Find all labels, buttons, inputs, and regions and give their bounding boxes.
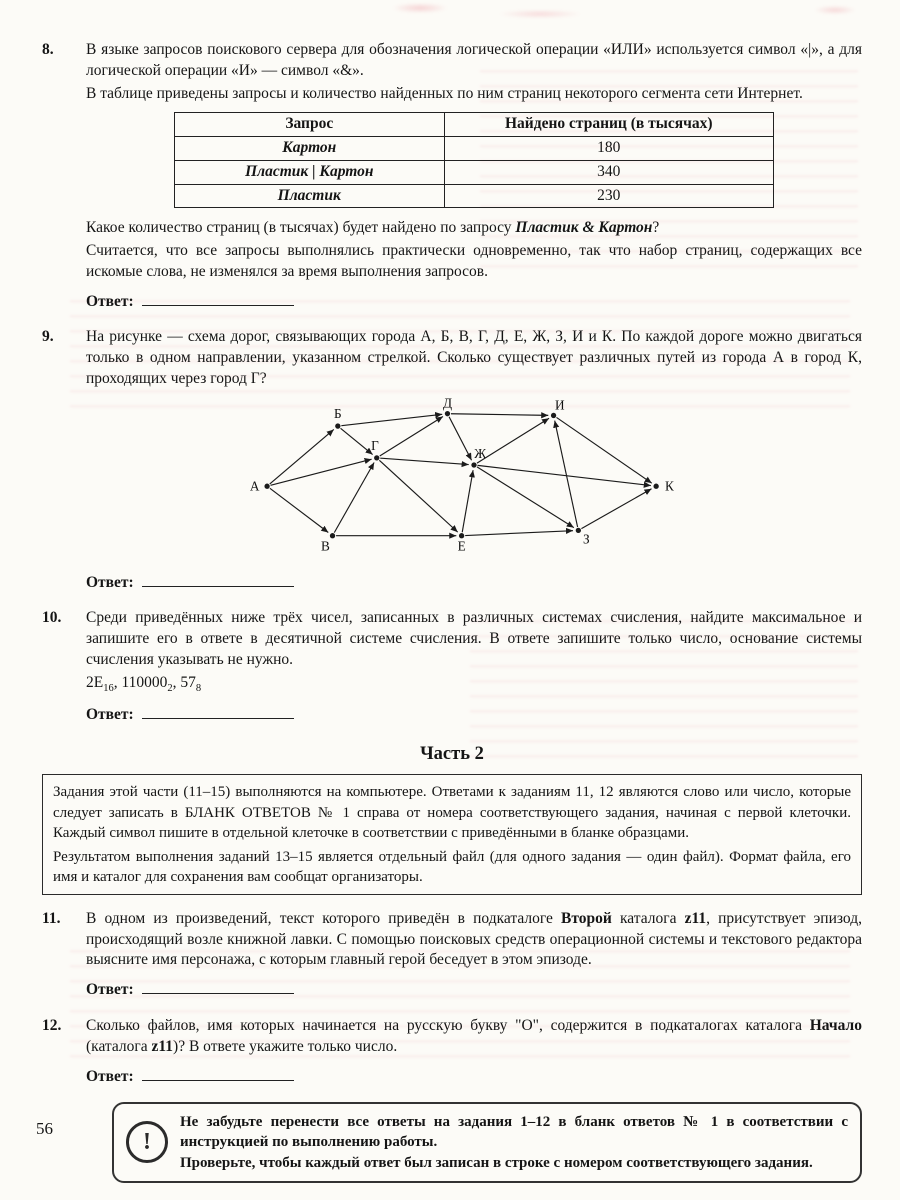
exclamation-icon: ! <box>126 1121 168 1163</box>
table-header-count: Найдено страниц (в тысячах) <box>444 113 773 137</box>
svg-text:Г: Г <box>371 437 379 453</box>
table-row <box>175 184 774 208</box>
catalog-name: z11 <box>151 1037 174 1055</box>
question-10-numbers: $2E_{16}$, $110000_2$, $57_8$ <box>86 673 202 694</box>
query-expression: Пластик & Картон <box>515 219 653 237</box>
svg-text:Б: Б <box>334 405 342 421</box>
part-2-heading: Часть 2 <box>420 743 484 764</box>
table-cell-count: 180 <box>444 137 773 161</box>
answer-label: Ответ: <box>86 1067 134 1085</box>
table-cell-query: Картон <box>175 137 445 161</box>
question-10 <box>42 608 862 727</box>
question-11-number: 11. <box>42 909 61 927</box>
question-12 <box>42 1016 862 1089</box>
answer-blank-line[interactable] <box>142 704 294 719</box>
question-8-paragraph-3: Какое количество страниц (в тысячах) будет найдено по запросу Пластик & Картон? <box>86 219 660 237</box>
note-paragraph-1: Не забудьте перенести все ответы на задания 1–12 в бланк ответов № 1 в соответствии с инструкцией по выполнению работы. <box>180 1114 848 1151</box>
table-cell-query: Пластик <box>175 184 445 208</box>
page-number: 56 <box>36 1119 53 1138</box>
answer-label: Ответ: <box>86 705 134 723</box>
table-cell-count: 230 <box>444 184 773 208</box>
question-12-answer-row <box>86 1066 862 1088</box>
question-9-paragraph-1: На рисунке — схема дорог, связывающих города А, Б, В, Г, Д, Е, Ж, З, И и К. По каждой дороге можно двигаться только в одном направлении, указанном стрелкой. Сколько существует различных путей из города А в город К, проходящих через город Г? <box>86 328 862 387</box>
question-9-answer-row <box>86 572 862 594</box>
part-2-rules-box <box>42 774 862 894</box>
svg-text:А: А <box>249 478 260 494</box>
svg-text:К: К <box>664 478 674 494</box>
page-bleedthrough-artifact <box>0 0 900 26</box>
roads-diagram <box>174 396 774 564</box>
catalog-name: Второй <box>561 909 612 927</box>
query-results-table <box>174 112 774 208</box>
svg-text:З: З <box>582 531 590 547</box>
table-cell-query: Пластик | Картон <box>175 160 445 184</box>
question-12-number: 12. <box>42 1017 62 1035</box>
question-9 <box>42 327 862 595</box>
question-8-number: 8. <box>42 41 54 58</box>
question-12-paragraph-1: Сколько файлов, имя которых начинается на русскую букву "О", содержится в подкаталогах каталога Начало (каталога z11)? В ответе укажите только число. <box>86 1017 862 1055</box>
svg-text:И: И <box>554 396 565 412</box>
answer-label: Ответ: <box>86 292 134 310</box>
svg-text:Ж: Ж <box>474 445 487 461</box>
question-11 <box>42 909 862 1003</box>
transfer-answers-note <box>112 1102 862 1182</box>
svg-text:В: В <box>321 538 330 554</box>
answer-blank-line[interactable] <box>142 979 294 994</box>
question-9-number: 9. <box>42 328 54 346</box>
catalog-name: z11 <box>684 909 707 927</box>
page-content <box>42 40 862 1183</box>
question-8-paragraph-1: В языке запросов поискового сервера для обозначения логической операции «ИЛИ» используется символ «|», а для логической операции «И» — символ «&». <box>86 41 862 79</box>
svg-text:Е: Е <box>457 538 466 554</box>
part-2-rules-paragraph-1: Задания этой части (11–15) выполняются на компьютере. Ответами к заданиям 11, 12 являются слово или число, которые следует записать в БЛАНК ОТВЕТОВ № 1 справа от номера соответствующего задания, начиная с первой клеточки. Каждый символ пишите в отдельной клеточке в соответствии с приведёнными в бланке образцами. <box>53 784 851 841</box>
table-row <box>175 137 774 161</box>
question-11-paragraph-1: В одном из произведений, текст которого приведён в подкаталоге Второй каталога z11, присутствует эпизод, происходящий возле книжной лавки. С помощью поисковых средств операционной системы и текстового редактора выясните имя персонажа, с которым главный герой беседует в этом эпизоде. <box>86 909 862 969</box>
answer-label: Ответ: <box>86 573 134 591</box>
question-10-paragraph-1: Среди приведённых ниже трёх чисел, записанных в различных системах счисления, найдите максимальное и запишите его в ответе в десятичной системе счисления. В ответе запишите только число, основание системы счисления указывать не нужно. <box>86 609 862 669</box>
question-8-paragraph-4: Считается, что все запросы выполнялись практически одновременно, так что набор страниц, содержащих все искомые слова, не изменялся за время выполнения запросов. <box>86 242 862 280</box>
question-10-number: 10. <box>42 609 62 627</box>
question-8 <box>42 40 862 314</box>
question-10-answer-row <box>86 704 862 726</box>
part-2-rules-paragraph-2: Результатом выполнения заданий 13–15 является отдельный файл (для одного задания — один файл). Формат файла, его имя и каталог для сохранения вам сообщат организаторы. <box>53 848 851 885</box>
catalog-name: Начало <box>809 1017 862 1035</box>
answer-blank-line[interactable] <box>142 291 294 306</box>
table-cell-count: 340 <box>444 160 773 184</box>
table-header-query: Запрос <box>175 113 445 137</box>
table-row <box>175 160 774 184</box>
answer-blank-line[interactable] <box>142 1066 294 1081</box>
roads-graph <box>174 396 774 564</box>
table-header-row <box>175 113 774 137</box>
answer-label: Ответ: <box>86 981 134 999</box>
note-paragraph-2: Проверьте, чтобы каждый ответ был записан в строке с номером соответствующего задания. <box>180 1154 813 1171</box>
question-8-paragraph-2: В таблице приведены запросы и количество найденных по ним страниц некоторого сегмента сети Интернет. <box>86 84 803 102</box>
svg-text:Д: Д <box>442 395 452 411</box>
question-11-answer-row <box>86 979 862 1001</box>
question-8-answer-row <box>86 291 862 313</box>
answer-blank-line[interactable] <box>142 572 294 587</box>
